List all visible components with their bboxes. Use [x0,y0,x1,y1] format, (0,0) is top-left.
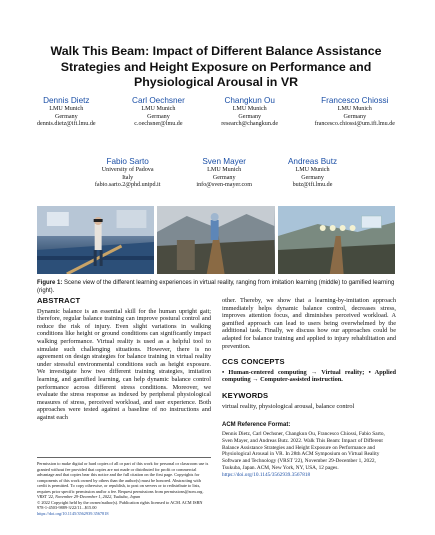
author-email: fabio.sarto.2@phd.unipd.it [94,182,161,189]
author-name: Andreas Butz [287,157,338,166]
author-affiliation: LMU Munich [141,106,176,112]
author-country: Germany [147,113,170,120]
author-email: francesco.chiossi@um.ifi.lmu.de [314,121,395,128]
figure-caption-text: Scene view of the different learning experiences in virtual reality, ranging from imitation learning (middle) to gamified learning (right). [37,280,395,294]
figure-panel-vr-lab [37,206,154,274]
gamified-scene-illustration [278,206,395,274]
author-country: Germany [212,174,236,181]
figure-panel-gamified-learning [278,206,395,274]
lab-scene-illustration [37,206,154,274]
author-country: Germany [54,113,78,120]
reference-doi-link[interactable]: https://doi.org/10.1145/3562939.3567818 [222,471,311,478]
keywords-heading: KEYWORDS [222,390,269,400]
acm-reference [222,422,396,478]
author-name: Francesco Chiossi [321,96,389,105]
author-name: Fabio Sarto [106,157,149,166]
permission-venue: VRST '22, November 29-December 1, 2022, Tsukuba, Japan [37,494,141,499]
paper-title: Walk This Beam: Impact of Different Balance Assistance Strategies and Height Exposure on Performance and Physiological Arousal in VR [50,44,382,89]
author-name: Dennis Dietz [43,96,90,105]
author-affiliation: LMU Munich [207,167,242,173]
keywords-text: virtual reality, physiological arousal, balance control [222,402,355,410]
permission-copyright: © 2022 Copyright held by the owner/author(s). Publication rights licensed to ACM. ACM ISBN 978-1-4503-9889-3/22/11...$15.00 [37,499,203,510]
author-email: info@sven-mayer.com [196,182,252,189]
author-block [221,96,278,129]
author-row-2 [37,157,395,190]
author-block [196,157,252,190]
permission-text: Permission to make digital or hard copies of all or part of this work for personal or classroom use is granted without fee provided that copies are not made or distributed for profit or commercial advantage and that copies bear this notice and the full citation on the first page. Copyrights for components of this work owned by others than the author(s) must be honored. Abstracting with credit is permitted. To copy otherwise, or republish, to post on servers or to redistribute to lists, requires prior specific permission and/or a fee. Request permissions from permissions@acm.org. [37,461,209,494]
ccs-text: • Human-centered computing → Virtual reality; • Applied computing → Computer-assisted instruction. [222,368,396,384]
author-name: Carl Oechsner [132,96,185,105]
abstract-text: Dynamic balance is an essential skill for the human upright gait; therefore, regular balance training can improve postural control and reduce the risk of injury. Even slight variations in walking conditions like height or ground conditions can significantly impact walking performance. Virtual reality is used as a helpful tool to simulate such challenging situations. However, there is no agreement on design strategies for balance training in virtual reality under stressful environmental conditions such as height exposure. We investigate how two different training strategies, imitation learning, and gamified learning, can help dynamic balance control performance across different stress conditions. Moreover, we evaluate the stress response as indexed by peripheral physiological measures of stress, perceived workload, and user experience. Both approaches were tested against a baseline of no instructions and against each [37,307,211,421]
figure-caption-label: Figure 1: [37,280,63,286]
abstract-heading: ABSTRACT [37,296,81,305]
author-block [37,96,96,129]
figure-caption [37,280,395,295]
imitation-scene-illustration [157,206,274,274]
author-affiliation: University of Padova [101,167,154,173]
reference-heading: ACM Reference Format: [222,422,291,429]
permission-footnote [37,457,211,516]
figure-panel-imitation-learning [157,206,274,274]
author-affiliation: LMU Munich [232,106,267,112]
author-row-1 [37,96,395,129]
teaser-figure [37,206,395,274]
author-affiliation: LMU Munich [295,167,330,173]
author-country: Italy [122,174,134,181]
author-country: Germany [343,113,367,120]
reference-text: Dennis Dietz, Carl Oechsner, Changkun Ou, Francesco Chiossi, Fabio Sarto, Sven Mayer, and Andreas Butz. 2022. Walk This Beam: Impact of Different Balance Assistance Strategies and Height Exposure on Performance and Physiological Arousal in VR. In 28th ACM Symposium on Virtual Reality Software and Technology (VRST '22), November 29-December 1, 2022, Tsukuba, Japan. ACM, New York, NY, USA, 12 pages. [222,430,385,471]
author-email: dennis.dietz@ifi.lmu.de [37,121,96,128]
author-name: Sven Mayer [202,157,247,166]
right-column [222,297,396,479]
ccs-heading: CCS CONCEPTS [222,357,285,367]
author-name: Changkun Ou [224,96,275,105]
author-email: butz@ifi.lmu.de [292,182,333,189]
author-country: Germany [301,174,324,181]
author-affiliation: LMU Munich [49,106,84,112]
author-affiliation: LMU Munich [337,106,372,112]
author-country: Germany [238,113,262,120]
author-block [315,96,395,129]
author-block [95,157,161,190]
author-email: c.oechsner@lmu.de [134,121,183,128]
author-block [132,96,185,129]
left-column [37,297,211,422]
abstract-continued: other. Thereby, we show that a learning-by-imitation approach immediately helps dynamic balance control, decreases stress, improves attention focus, and diminishes perceived workload. A gamified approach can lead to users being overwhelmed by the additional task. Finally, we discuss how our approaches could be adapted for balance training and applied to injury rehabilitation and prevention. [222,297,396,350]
author-block [288,157,337,190]
author-email: research@changkun.de [221,121,279,128]
permission-doi-link[interactable]: https://doi.org/10.1145/3562939.3567818 [37,510,109,516]
